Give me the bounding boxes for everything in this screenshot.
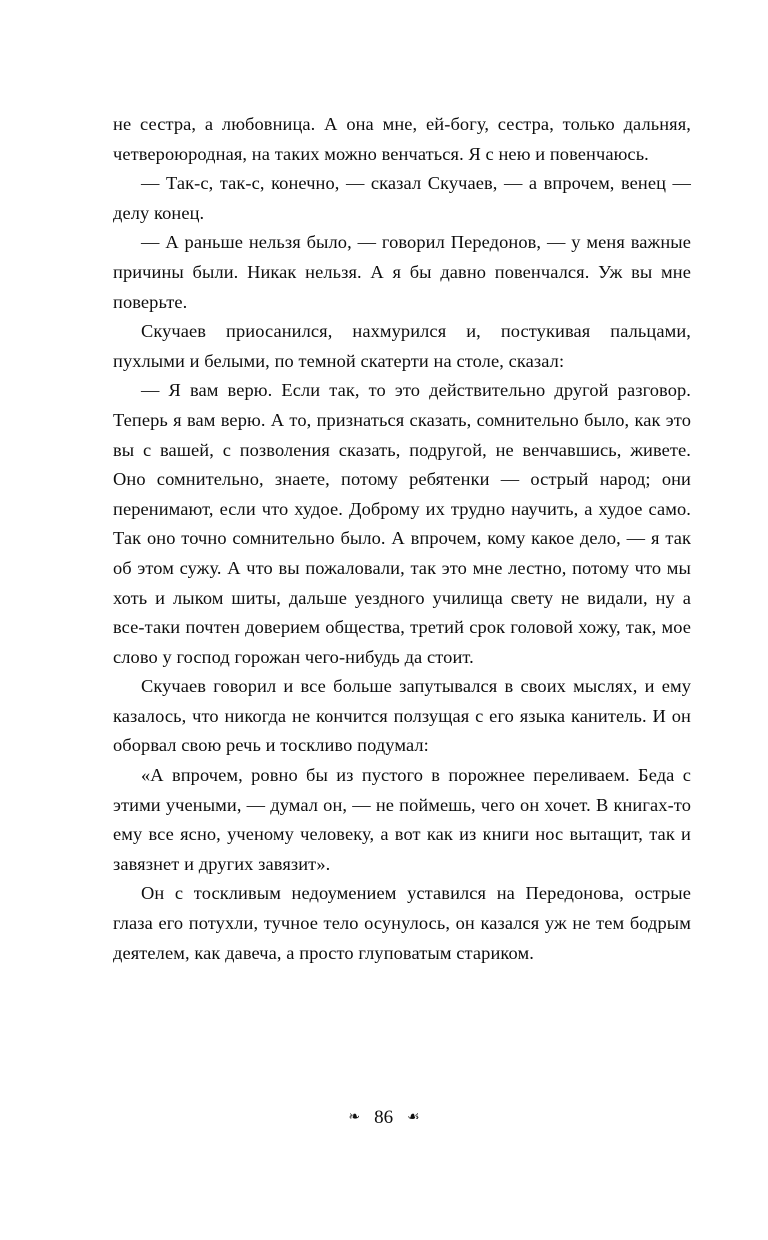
- ornament-right-icon: ☙: [407, 1110, 420, 1126]
- paragraph: не сестра, а любовница. А она мне, ей-богу, сестра, только дальняя, четвероюродная, на таких можно венчаться. Я с нею и повенчаюсь.: [113, 114, 691, 164]
- page-number: 86: [374, 1107, 394, 1129]
- page-text-body: [113, 110, 691, 968]
- paragraph: «А впрочем, ровно бы из пустого в порожнее переливаем. Беда с этими учеными, — думал он, — не поймешь, чего он хочет. В книгах-то ему все ясно, ученому человеку, а вот как из книги нос вытащит, так и завязнет и других завязит».: [113, 765, 691, 874]
- paragraph: — А раньше нельзя было, — говорил Передонов, — у меня важные причины были. Никак нельзя. А я бы давно повенчался. Уж вы мне поверьте.: [113, 232, 691, 312]
- page-footer: [0, 1105, 768, 1130]
- paragraph: — Я вам верю. Если так, то это действительно другой разговор. Теперь я вам верю. А то, признаться сказать, сомнительно было, как это вы с вашей, с позволения сказать, подругой, не венчавшись, живете. Оно сомнительно, знаете, потому ребятенки — острый народ; они перенимают, если что худое. Доброму их трудно научить, а худое само. Так оно точно сомнительно было. А впрочем, кому какое дело, — я так об этом сужу. А что вы пожаловали, так это мне лестно, потому что мы хоть и лыком шиты, дальше уездного училища свету не видали, ну а все-таки почтен доверием общества, третий срок головой хожу, так, мое слово у господ горожан чего-нибудь да стоит.: [113, 380, 691, 667]
- ornament-left-icon: ❧: [348, 1110, 361, 1126]
- paragraph: Он с тоскливым недоумением уставился на Передонова, острые глаза его потухли, тучное тело осунулось, он казался уж не тем бодрым деятелем, как давеча, а просто глуповатым стариком.: [113, 883, 691, 963]
- paragraph: Скучаев приосанился, нахмурился и, постукивая пальцами, пухлыми и белыми, по темной скатерти на столе, сказал:: [113, 321, 691, 371]
- paragraph: Скучаев говорил и все больше запутывался в своих мыслях, и ему казалось, что никогда не кончится ползущая с его языка канитель. И он оборвал свою речь и тоскливо подумал:: [113, 676, 691, 756]
- paragraph: — Так-с, так-с, конечно, — сказал Скучаев, — а впрочем, венец — делу конец.: [113, 173, 691, 223]
